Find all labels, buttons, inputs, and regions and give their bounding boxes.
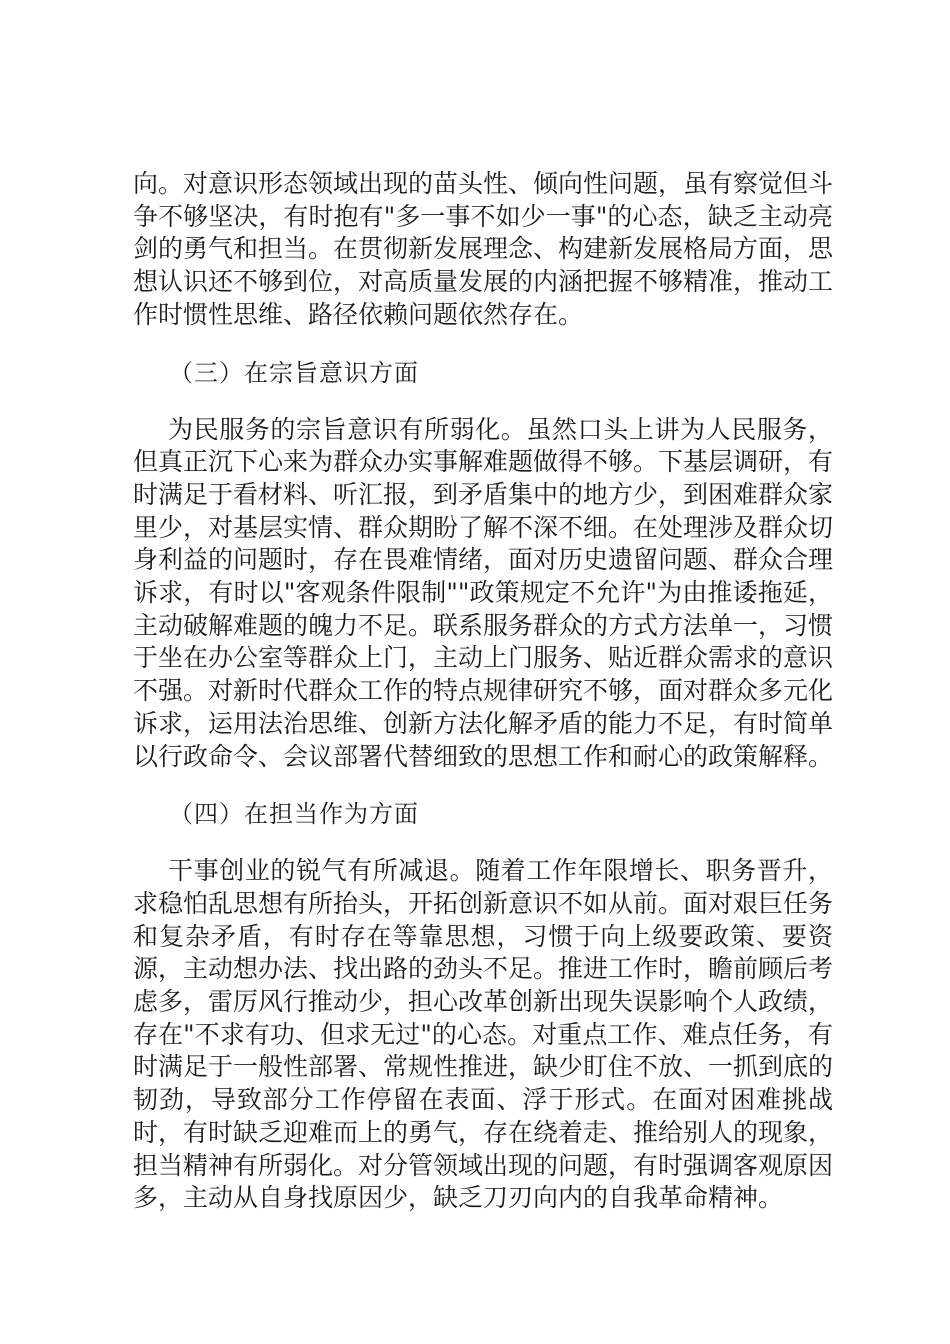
document-page [133, 168, 833, 1215]
paragraph-ideology-continued: 向。对意识形态领域出现的苗头性、倾向性问题，虽有察觉但斗争不够坚决，有时抱有"多一事不如少一事"的心态，缺乏主动亮剑的勇气和担当。在贯彻新发展理念、构建新发展格局方面，思想认识还不够到位，对高质量发展的内涵把握不够精准，推动工作时惯性思维、路径依赖问题依然存在。 [133, 169, 834, 329]
spacer [133, 773, 833, 798]
paragraph-purpose: 为民服务的宗旨意识有所弱化。虽然口头上讲为人民服务，但真正沉下心来为群众办实事解难题做得不够。下基层调研，有时满足于看材料、听汇报，到矛盾集中的地方少，到困难群众家里少，对基层实情、群众期盼了解不深不细。在处理涉及群众切身利益的问题时，存在畏难情绪，面对历史遗留问题、群众合理诉求，有时以"客观条件限制""政策规定不允许"为由推诿拖延，主动破解难题的魄力不足。联系服务群众的方式方法单一，习惯于坐在办公室等群众上门，主动上门服务、贴近群众需求的意识不强。对新时代群众工作的特点规律研究不够，面对群众多元化诉求，运用法治思维、创新方法化解矛盾的能力不足，有时简单以行政命令、会议部署代替细致的思想工作和耐心的政策解释。 [133, 414, 834, 771]
paragraph-responsibility: 干事创业的锐气有所减退。随着工作年限增长、职务晋升，求稳怕乱思想有所抬头，开拓创新意识不如从前。面对艰巨任务和复杂矛盾，有时存在等靠思想，习惯于向上级要政策、要资源，主动想办法、找出路的劲头不足。推进工作时，瞻前顾后考虑多，雷厉风行推动少，担心改革创新出现失误影响个人政绩，存在"不求有功、但求无过"的心态。对重点工作、难点任务，有时满足于一般性部署、常规性推进，缺少盯住不放、一抓到底的韧劲，导致部分工作停留在表面、浮于形式。在面对困难挑战时，有时缺乏迎难而上的勇气，存在绕着走、推给别人的现象，担当精神有所弱化。对分管领域出现的问题，有时强调客观原因多，主动从自身找原因少，缺乏刀刃向内的自我革命精神。 [133, 856, 834, 1213]
spacer [133, 830, 833, 855]
spacer [133, 389, 833, 414]
spacer [133, 332, 833, 357]
section-heading-purpose: （三）在宗旨意识方面 [169, 358, 419, 387]
section-heading-responsibility: （四）在担当作为方面 [169, 800, 419, 829]
